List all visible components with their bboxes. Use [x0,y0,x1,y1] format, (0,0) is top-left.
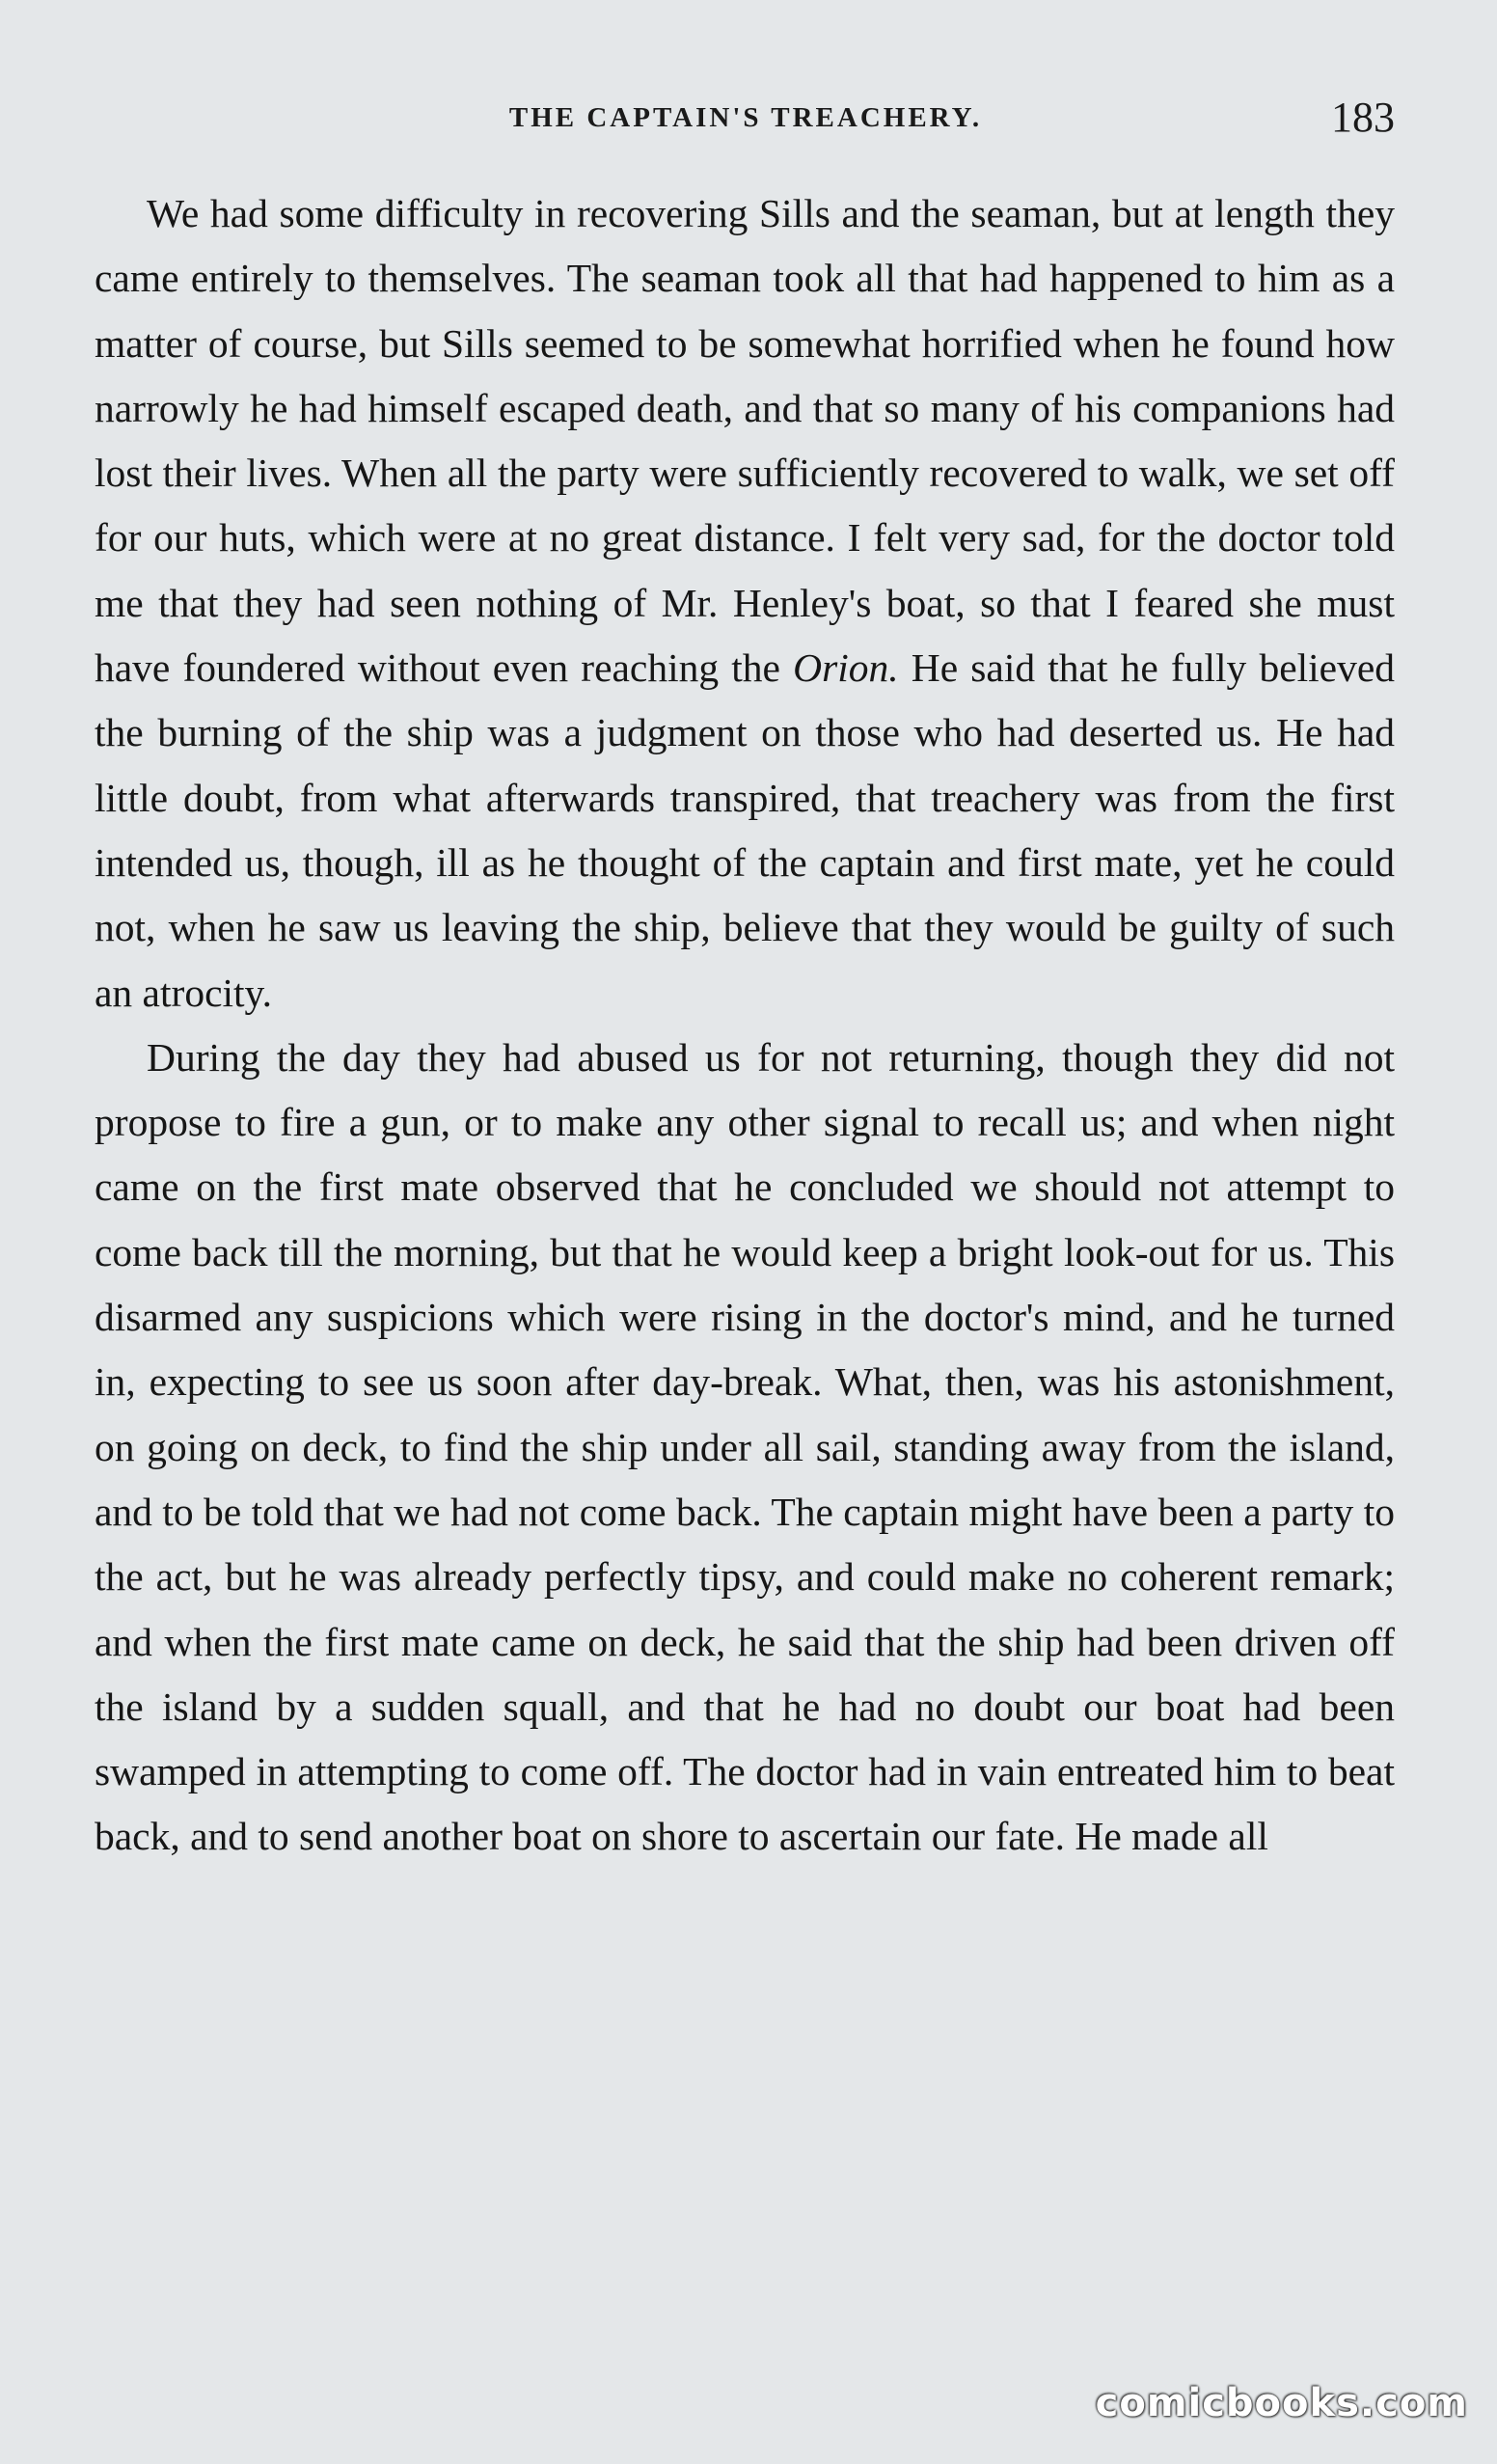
chapter-running-title: THE CAPTAIN'S TREACHERY. [508,102,983,133]
running-head [96,93,1395,151]
paragraph-1 [95,181,1395,1026]
page-number: 183 [1331,94,1395,141]
body-text [95,181,1395,1870]
paragraph-1-text-after: He said that he fully believed the burning of the ship was a judgment on those who had deserted us. He had little doubt, from what afterwards transpired, that treachery was from the first intended us, though, ill as he thought of the captain and first mate, yet he could not, when he saw us leaving the ship, believe that they would be guilty of such an atrocity. [95,645,1396,1015]
site-watermark: comicbooks.com [1095,2381,1468,2425]
paragraph-2: During the day they had abused us for not returning, though they did not propose to fire a gun, or to make any other signal to recall us; and when night came on the first mate observed that he concluded we should not attempt to come back till the morning, but that he would keep a bright look-out for us. This disarmed any suspicions which were rising in the doctor's mind, and he turned in, expecting to see us soon after day-break. What, then, was his astonishment, on going on deck, to find the ship under all sail, standing away from the island, and to be told that we had not come back. The captain might have been a party to the act, but he was already perfectly tipsy, and could make no coherent remark; and when the first mate came on deck, he said that the ship had been driven off the island by a sudden squall, and that he had no doubt our boat had been swamped in attempting to come off. The doctor had in vain entreated him to beat back, and to send another boat on shore to ascertain our fate. He made all [95,1034,1395,1859]
ship-name-italic: Orion. [793,645,899,691]
paragraph-1-text-before: We had some difficulty in recovering Sills and the seaman, but at length they came entirely to themselves. The seaman took all that had happened to him as a matter of course, but Sills seemed to be somewhat horrified when he found how narrowly he had himself escaped death, and that so many of his companions had lost their lives. When all the party were sufficiently recovered to walk, we set off for our huts, which were at no great distance. I felt very sad, for the doctor told me that they had seen nothing of Mr. Henley's boat, so that I feared she must have foundered without even reaching the [95,191,1395,691]
